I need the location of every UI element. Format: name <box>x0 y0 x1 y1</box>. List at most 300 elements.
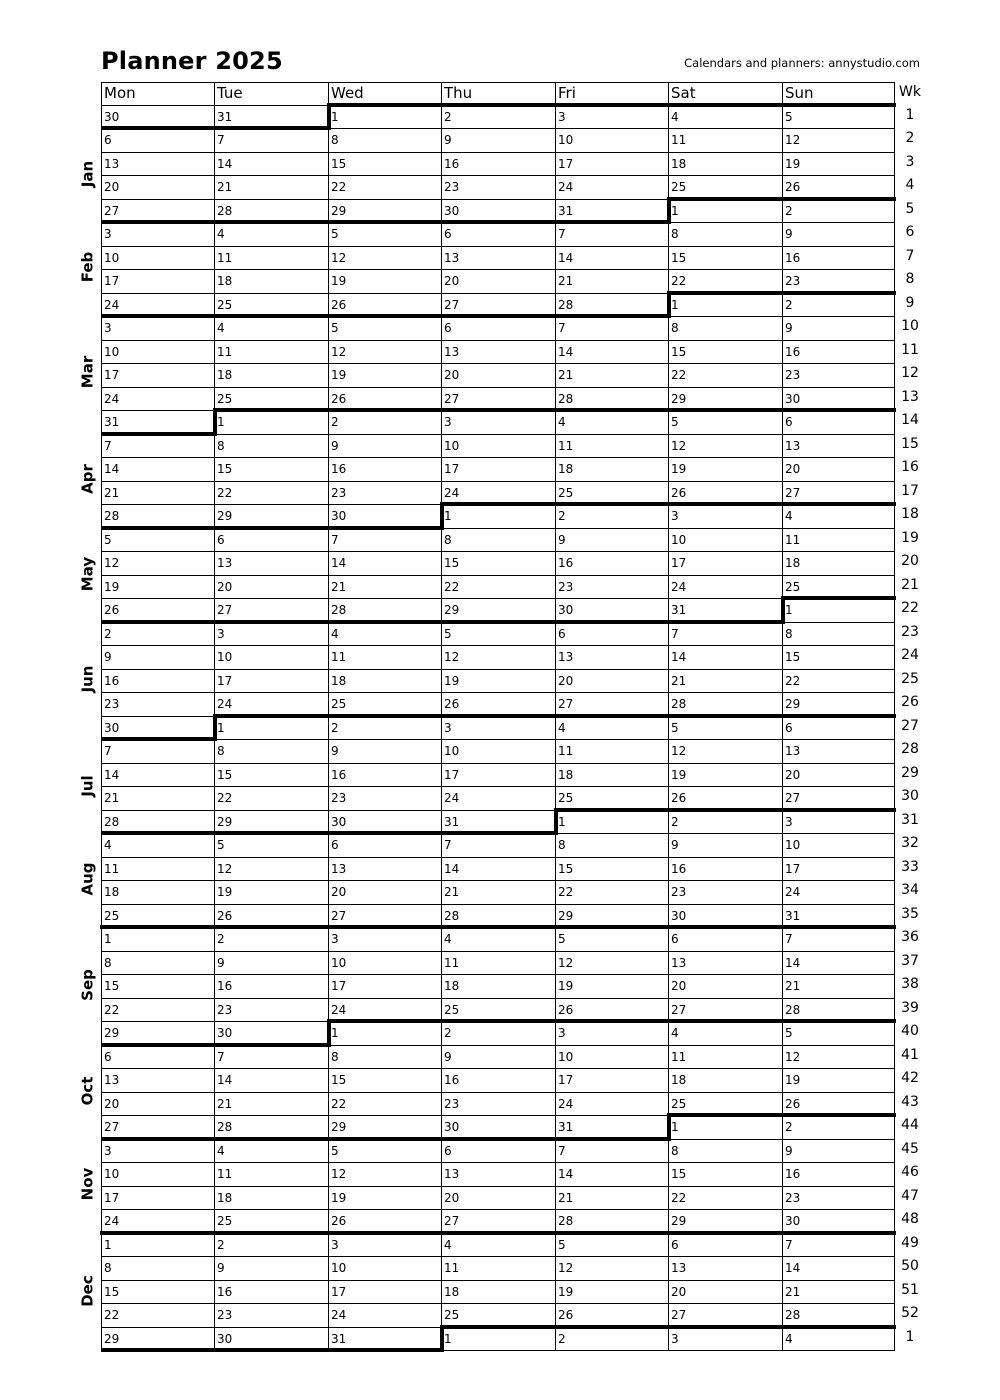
day-cell[interactable]: 3 <box>101 317 214 341</box>
day-cell[interactable]: 28 <box>668 693 782 717</box>
day-cell[interactable]: 3 <box>441 411 555 435</box>
day-cell[interactable]: 2 <box>328 411 441 435</box>
day-cell[interactable]: 14 <box>668 646 782 670</box>
day-cell[interactable]: 20 <box>441 1187 555 1211</box>
day-cell[interactable]: 11 <box>668 1046 782 1070</box>
day-cell[interactable]: 8 <box>555 834 668 858</box>
day-cell[interactable]: 5 <box>328 1140 441 1164</box>
day-cell[interactable]: 18 <box>782 552 895 576</box>
day-cell[interactable]: 21 <box>555 364 668 388</box>
day-cell[interactable]: 4 <box>668 1022 782 1046</box>
day-cell[interactable]: 10 <box>214 646 328 670</box>
day-cell[interactable]: 4 <box>214 1140 328 1164</box>
day-cell[interactable]: 29 <box>441 599 555 623</box>
day-cell[interactable]: 15 <box>214 764 328 788</box>
day-cell[interactable]: 21 <box>782 1281 895 1305</box>
day-cell[interactable]: 25 <box>441 999 555 1023</box>
day-cell[interactable]: 14 <box>782 1257 895 1281</box>
day-cell[interactable]: 20 <box>441 270 555 294</box>
day-cell[interactable]: 1 <box>101 1234 214 1258</box>
day-cell[interactable]: 11 <box>328 646 441 670</box>
day-cell[interactable]: 20 <box>328 881 441 905</box>
day-cell[interactable]: 17 <box>214 670 328 694</box>
day-cell[interactable]: 15 <box>555 858 668 882</box>
day-cell[interactable]: 11 <box>555 740 668 764</box>
day-cell[interactable]: 22 <box>555 881 668 905</box>
day-cell[interactable]: 27 <box>101 1116 214 1140</box>
day-cell[interactable]: 29 <box>101 1022 214 1046</box>
day-cell[interactable]: 2 <box>668 811 782 835</box>
day-cell[interactable]: 17 <box>555 153 668 177</box>
day-cell[interactable]: 6 <box>328 834 441 858</box>
day-cell[interactable]: 1 <box>101 928 214 952</box>
day-cell[interactable]: 14 <box>101 764 214 788</box>
day-cell[interactable]: 16 <box>328 764 441 788</box>
day-cell[interactable]: 17 <box>101 1187 214 1211</box>
day-cell[interactable]: 20 <box>214 576 328 600</box>
day-cell[interactable]: 18 <box>555 458 668 482</box>
day-cell[interactable]: 20 <box>101 176 214 200</box>
day-cell[interactable]: 23 <box>668 881 782 905</box>
day-cell[interactable]: 24 <box>441 482 555 506</box>
day-cell[interactable]: 14 <box>555 247 668 271</box>
day-cell[interactable]: 13 <box>441 341 555 365</box>
day-cell[interactable]: 23 <box>782 364 895 388</box>
day-cell[interactable]: 15 <box>441 552 555 576</box>
day-cell[interactable]: 1 <box>782 599 895 623</box>
day-cell[interactable]: 8 <box>214 435 328 459</box>
day-cell[interactable]: 13 <box>555 646 668 670</box>
day-cell[interactable]: 25 <box>101 905 214 929</box>
day-cell[interactable]: 1 <box>668 1116 782 1140</box>
day-cell[interactable]: 7 <box>782 928 895 952</box>
day-cell[interactable]: 6 <box>441 223 555 247</box>
day-cell[interactable]: 7 <box>214 1046 328 1070</box>
day-cell[interactable]: 30 <box>555 599 668 623</box>
day-cell[interactable]: 1 <box>668 294 782 318</box>
day-cell[interactable]: 25 <box>441 1304 555 1328</box>
day-cell[interactable]: 6 <box>441 1140 555 1164</box>
day-cell[interactable]: 12 <box>555 1257 668 1281</box>
day-cell[interactable]: 14 <box>214 153 328 177</box>
day-cell[interactable]: 31 <box>441 811 555 835</box>
day-cell[interactable]: 4 <box>782 1328 895 1352</box>
day-cell[interactable]: 13 <box>782 435 895 459</box>
day-cell[interactable]: 22 <box>214 787 328 811</box>
day-cell[interactable]: 2 <box>782 200 895 224</box>
day-cell[interactable]: 26 <box>214 905 328 929</box>
day-cell[interactable]: 9 <box>782 1140 895 1164</box>
day-cell[interactable]: 12 <box>782 129 895 153</box>
day-cell[interactable]: 25 <box>214 294 328 318</box>
day-cell[interactable]: 12 <box>668 740 782 764</box>
day-cell[interactable]: 4 <box>101 834 214 858</box>
day-cell[interactable]: 31 <box>214 106 328 130</box>
day-cell[interactable]: 30 <box>101 106 214 130</box>
day-cell[interactable]: 2 <box>782 294 895 318</box>
day-cell[interactable]: 23 <box>101 693 214 717</box>
day-cell[interactable]: 9 <box>668 834 782 858</box>
day-cell[interactable]: 18 <box>214 364 328 388</box>
day-cell[interactable]: 5 <box>101 529 214 553</box>
day-cell[interactable]: 4 <box>555 717 668 741</box>
day-cell[interactable]: 22 <box>668 1187 782 1211</box>
day-cell[interactable]: 15 <box>328 153 441 177</box>
day-cell[interactable]: 7 <box>214 129 328 153</box>
day-cell[interactable]: 7 <box>101 435 214 459</box>
day-cell[interactable]: 17 <box>101 270 214 294</box>
day-cell[interactable]: 3 <box>441 717 555 741</box>
day-cell[interactable]: 15 <box>101 1281 214 1305</box>
day-cell[interactable]: 27 <box>328 905 441 929</box>
day-cell[interactable]: 4 <box>214 223 328 247</box>
day-cell[interactable]: 10 <box>101 341 214 365</box>
day-cell[interactable]: 12 <box>782 1046 895 1070</box>
day-cell[interactable]: 12 <box>441 646 555 670</box>
day-cell[interactable]: 9 <box>782 317 895 341</box>
day-cell[interactable]: 31 <box>101 411 214 435</box>
day-cell[interactable]: 30 <box>441 1116 555 1140</box>
day-cell[interactable]: 9 <box>328 740 441 764</box>
day-cell[interactable]: 13 <box>441 247 555 271</box>
day-cell[interactable]: 7 <box>555 223 668 247</box>
day-cell[interactable]: 13 <box>782 740 895 764</box>
day-cell[interactable]: 1 <box>328 1022 441 1046</box>
day-cell[interactable]: 28 <box>328 599 441 623</box>
day-cell[interactable]: 30 <box>101 717 214 741</box>
day-cell[interactable]: 10 <box>441 435 555 459</box>
day-cell[interactable]: 21 <box>214 176 328 200</box>
day-cell[interactable]: 19 <box>782 1069 895 1093</box>
day-cell[interactable]: 27 <box>555 693 668 717</box>
day-cell[interactable]: 21 <box>214 1093 328 1117</box>
day-cell[interactable]: 3 <box>668 1328 782 1352</box>
day-cell[interactable]: 27 <box>441 388 555 412</box>
day-cell[interactable]: 18 <box>441 975 555 999</box>
day-cell[interactable]: 24 <box>328 1304 441 1328</box>
day-cell[interactable]: 29 <box>214 811 328 835</box>
day-cell[interactable]: 27 <box>782 482 895 506</box>
day-cell[interactable]: 16 <box>782 341 895 365</box>
day-cell[interactable]: 29 <box>328 200 441 224</box>
day-cell[interactable]: 13 <box>101 1069 214 1093</box>
day-cell[interactable]: 11 <box>214 341 328 365</box>
day-cell[interactable]: 10 <box>101 1163 214 1187</box>
day-cell[interactable]: 5 <box>555 928 668 952</box>
day-cell[interactable]: 14 <box>328 552 441 576</box>
day-cell[interactable]: 17 <box>328 975 441 999</box>
day-cell[interactable]: 7 <box>441 834 555 858</box>
day-cell[interactable]: 20 <box>668 975 782 999</box>
day-cell[interactable]: 29 <box>668 1210 782 1234</box>
day-cell[interactable]: 15 <box>328 1069 441 1093</box>
day-cell[interactable]: 12 <box>214 858 328 882</box>
day-cell[interactable]: 1 <box>214 411 328 435</box>
day-cell[interactable]: 23 <box>214 1304 328 1328</box>
day-cell[interactable]: 16 <box>668 858 782 882</box>
day-cell[interactable]: 14 <box>555 341 668 365</box>
day-cell[interactable]: 25 <box>668 1093 782 1117</box>
day-cell[interactable]: 23 <box>441 176 555 200</box>
day-cell[interactable]: 26 <box>668 482 782 506</box>
day-cell[interactable]: 3 <box>555 1022 668 1046</box>
day-cell[interactable]: 23 <box>782 270 895 294</box>
day-cell[interactable]: 25 <box>782 576 895 600</box>
day-cell[interactable]: 6 <box>668 928 782 952</box>
day-cell[interactable]: 11 <box>214 247 328 271</box>
day-cell[interactable]: 19 <box>214 881 328 905</box>
day-cell[interactable]: 3 <box>555 106 668 130</box>
day-cell[interactable]: 4 <box>782 505 895 529</box>
day-cell[interactable]: 13 <box>668 952 782 976</box>
day-cell[interactable]: 22 <box>668 364 782 388</box>
day-cell[interactable]: 6 <box>101 129 214 153</box>
day-cell[interactable]: 20 <box>782 458 895 482</box>
day-cell[interactable]: 28 <box>214 200 328 224</box>
day-cell[interactable]: 26 <box>328 388 441 412</box>
day-cell[interactable]: 16 <box>782 1163 895 1187</box>
day-cell[interactable]: 8 <box>328 129 441 153</box>
day-cell[interactable]: 26 <box>555 999 668 1023</box>
day-cell[interactable]: 22 <box>214 482 328 506</box>
day-cell[interactable]: 3 <box>101 1140 214 1164</box>
day-cell[interactable]: 21 <box>555 1187 668 1211</box>
day-cell[interactable]: 18 <box>214 270 328 294</box>
day-cell[interactable]: 28 <box>782 1304 895 1328</box>
day-cell[interactable]: 22 <box>101 999 214 1023</box>
day-cell[interactable]: 20 <box>668 1281 782 1305</box>
day-cell[interactable]: 30 <box>782 1210 895 1234</box>
day-cell[interactable]: 11 <box>441 952 555 976</box>
day-cell[interactable]: 10 <box>101 247 214 271</box>
day-cell[interactable]: 26 <box>782 176 895 200</box>
day-cell[interactable]: 2 <box>555 1328 668 1352</box>
day-cell[interactable]: 6 <box>668 1234 782 1258</box>
day-cell[interactable]: 9 <box>328 435 441 459</box>
day-cell[interactable]: 18 <box>214 1187 328 1211</box>
day-cell[interactable]: 27 <box>782 787 895 811</box>
day-cell[interactable]: 31 <box>328 1328 441 1352</box>
day-cell[interactable]: 1 <box>441 505 555 529</box>
day-cell[interactable]: 2 <box>441 1022 555 1046</box>
day-cell[interactable]: 6 <box>782 411 895 435</box>
day-cell[interactable]: 28 <box>214 1116 328 1140</box>
day-cell[interactable]: 12 <box>328 1163 441 1187</box>
day-cell[interactable]: 5 <box>782 1022 895 1046</box>
day-cell[interactable]: 7 <box>555 317 668 341</box>
day-cell[interactable]: 1 <box>441 1328 555 1352</box>
day-cell[interactable]: 2 <box>782 1116 895 1140</box>
day-cell[interactable]: 19 <box>441 670 555 694</box>
day-cell[interactable]: 6 <box>441 317 555 341</box>
day-cell[interactable]: 24 <box>555 176 668 200</box>
day-cell[interactable]: 4 <box>555 411 668 435</box>
day-cell[interactable]: 7 <box>328 529 441 553</box>
day-cell[interactable]: 6 <box>101 1046 214 1070</box>
day-cell[interactable]: 2 <box>214 1234 328 1258</box>
day-cell[interactable]: 23 <box>328 787 441 811</box>
day-cell[interactable]: 4 <box>668 106 782 130</box>
day-cell[interactable]: 9 <box>441 1046 555 1070</box>
day-cell[interactable]: 20 <box>441 364 555 388</box>
day-cell[interactable]: 28 <box>441 905 555 929</box>
day-cell[interactable]: 6 <box>782 717 895 741</box>
day-cell[interactable]: 2 <box>328 717 441 741</box>
day-cell[interactable]: 7 <box>782 1234 895 1258</box>
day-cell[interactable]: 7 <box>668 623 782 647</box>
day-cell[interactable]: 3 <box>328 928 441 952</box>
day-cell[interactable]: 1 <box>555 811 668 835</box>
day-cell[interactable]: 9 <box>214 952 328 976</box>
day-cell[interactable]: 6 <box>214 529 328 553</box>
day-cell[interactable]: 31 <box>555 200 668 224</box>
day-cell[interactable]: 19 <box>328 364 441 388</box>
day-cell[interactable]: 28 <box>101 505 214 529</box>
day-cell[interactable]: 22 <box>782 670 895 694</box>
day-cell[interactable]: 21 <box>101 482 214 506</box>
day-cell[interactable]: 21 <box>555 270 668 294</box>
day-cell[interactable]: 18 <box>328 670 441 694</box>
day-cell[interactable]: 8 <box>668 1140 782 1164</box>
day-cell[interactable]: 15 <box>668 1163 782 1187</box>
day-cell[interactable]: 22 <box>101 1304 214 1328</box>
day-cell[interactable]: 16 <box>101 670 214 694</box>
day-cell[interactable]: 11 <box>782 529 895 553</box>
day-cell[interactable]: 24 <box>328 999 441 1023</box>
day-cell[interactable]: 2 <box>101 623 214 647</box>
day-cell[interactable]: 28 <box>101 811 214 835</box>
day-cell[interactable]: 4 <box>214 317 328 341</box>
day-cell[interactable]: 22 <box>328 1093 441 1117</box>
day-cell[interactable]: 16 <box>214 975 328 999</box>
day-cell[interactable]: 30 <box>782 388 895 412</box>
day-cell[interactable]: 8 <box>668 223 782 247</box>
day-cell[interactable]: 29 <box>101 1328 214 1352</box>
day-cell[interactable]: 14 <box>101 458 214 482</box>
day-cell[interactable]: 24 <box>555 1093 668 1117</box>
day-cell[interactable]: 5 <box>214 834 328 858</box>
day-cell[interactable]: 12 <box>555 952 668 976</box>
day-cell[interactable]: 24 <box>101 388 214 412</box>
day-cell[interactable]: 17 <box>782 858 895 882</box>
day-cell[interactable]: 21 <box>668 670 782 694</box>
day-cell[interactable]: 15 <box>101 975 214 999</box>
day-cell[interactable]: 25 <box>214 1210 328 1234</box>
day-cell[interactable]: 16 <box>441 1069 555 1093</box>
day-cell[interactable]: 28 <box>555 1210 668 1234</box>
day-cell[interactable]: 25 <box>214 388 328 412</box>
day-cell[interactable]: 16 <box>782 247 895 271</box>
day-cell[interactable]: 9 <box>441 129 555 153</box>
day-cell[interactable]: 10 <box>668 529 782 553</box>
day-cell[interactable]: 8 <box>328 1046 441 1070</box>
day-cell[interactable]: 15 <box>782 646 895 670</box>
day-cell[interactable]: 23 <box>328 482 441 506</box>
day-cell[interactable]: 13 <box>328 858 441 882</box>
day-cell[interactable]: 18 <box>441 1281 555 1305</box>
day-cell[interactable]: 18 <box>668 153 782 177</box>
day-cell[interactable]: 12 <box>328 247 441 271</box>
day-cell[interactable]: 26 <box>782 1093 895 1117</box>
day-cell[interactable]: 17 <box>328 1281 441 1305</box>
day-cell[interactable]: 4 <box>441 928 555 952</box>
day-cell[interactable]: 9 <box>782 223 895 247</box>
day-cell[interactable]: 5 <box>555 1234 668 1258</box>
day-cell[interactable]: 23 <box>555 576 668 600</box>
day-cell[interactable]: 21 <box>441 881 555 905</box>
day-cell[interactable]: 14 <box>555 1163 668 1187</box>
day-cell[interactable]: 2 <box>555 505 668 529</box>
day-cell[interactable]: 3 <box>328 1234 441 1258</box>
day-cell[interactable]: 30 <box>214 1022 328 1046</box>
day-cell[interactable]: 21 <box>782 975 895 999</box>
day-cell[interactable]: 13 <box>441 1163 555 1187</box>
day-cell[interactable]: 24 <box>101 294 214 318</box>
day-cell[interactable]: 19 <box>668 764 782 788</box>
day-cell[interactable]: 5 <box>782 106 895 130</box>
day-cell[interactable]: 2 <box>441 106 555 130</box>
day-cell[interactable]: 1 <box>668 200 782 224</box>
day-cell[interactable]: 24 <box>668 576 782 600</box>
day-cell[interactable]: 27 <box>214 599 328 623</box>
day-cell[interactable]: 31 <box>668 599 782 623</box>
day-cell[interactable]: 5 <box>441 623 555 647</box>
day-cell[interactable]: 19 <box>668 458 782 482</box>
day-cell[interactable]: 9 <box>555 529 668 553</box>
day-cell[interactable]: 29 <box>668 388 782 412</box>
day-cell[interactable]: 20 <box>101 1093 214 1117</box>
day-cell[interactable]: 11 <box>101 858 214 882</box>
day-cell[interactable]: 22 <box>328 176 441 200</box>
day-cell[interactable]: 14 <box>441 858 555 882</box>
day-cell[interactable]: 5 <box>328 317 441 341</box>
day-cell[interactable]: 27 <box>101 200 214 224</box>
day-cell[interactable]: 8 <box>441 529 555 553</box>
day-cell[interactable]: 16 <box>441 153 555 177</box>
day-cell[interactable]: 9 <box>101 646 214 670</box>
day-cell[interactable]: 8 <box>668 317 782 341</box>
day-cell[interactable]: 14 <box>782 952 895 976</box>
day-cell[interactable]: 12 <box>328 341 441 365</box>
day-cell[interactable]: 9 <box>214 1257 328 1281</box>
day-cell[interactable]: 27 <box>441 294 555 318</box>
day-cell[interactable]: 25 <box>555 787 668 811</box>
day-cell[interactable]: 11 <box>555 435 668 459</box>
day-cell[interactable]: 18 <box>101 881 214 905</box>
day-cell[interactable]: 5 <box>668 717 782 741</box>
day-cell[interactable]: 12 <box>101 552 214 576</box>
day-cell[interactable]: 8 <box>782 623 895 647</box>
day-cell[interactable]: 10 <box>441 740 555 764</box>
day-cell[interactable]: 15 <box>668 341 782 365</box>
day-cell[interactable]: 10 <box>328 1257 441 1281</box>
day-cell[interactable]: 26 <box>328 294 441 318</box>
day-cell[interactable]: 27 <box>668 1304 782 1328</box>
day-cell[interactable]: 31 <box>782 905 895 929</box>
day-cell[interactable]: 11 <box>668 129 782 153</box>
day-cell[interactable]: 30 <box>328 811 441 835</box>
day-cell[interactable]: 8 <box>214 740 328 764</box>
day-cell[interactable]: 3 <box>782 811 895 835</box>
day-cell[interactable]: 15 <box>214 458 328 482</box>
day-cell[interactable]: 25 <box>668 176 782 200</box>
day-cell[interactable]: 28 <box>555 388 668 412</box>
day-cell[interactable]: 21 <box>328 576 441 600</box>
day-cell[interactable]: 24 <box>214 693 328 717</box>
day-cell[interactable]: 15 <box>668 247 782 271</box>
day-cell[interactable]: 6 <box>555 623 668 647</box>
day-cell[interactable]: 19 <box>328 1187 441 1211</box>
